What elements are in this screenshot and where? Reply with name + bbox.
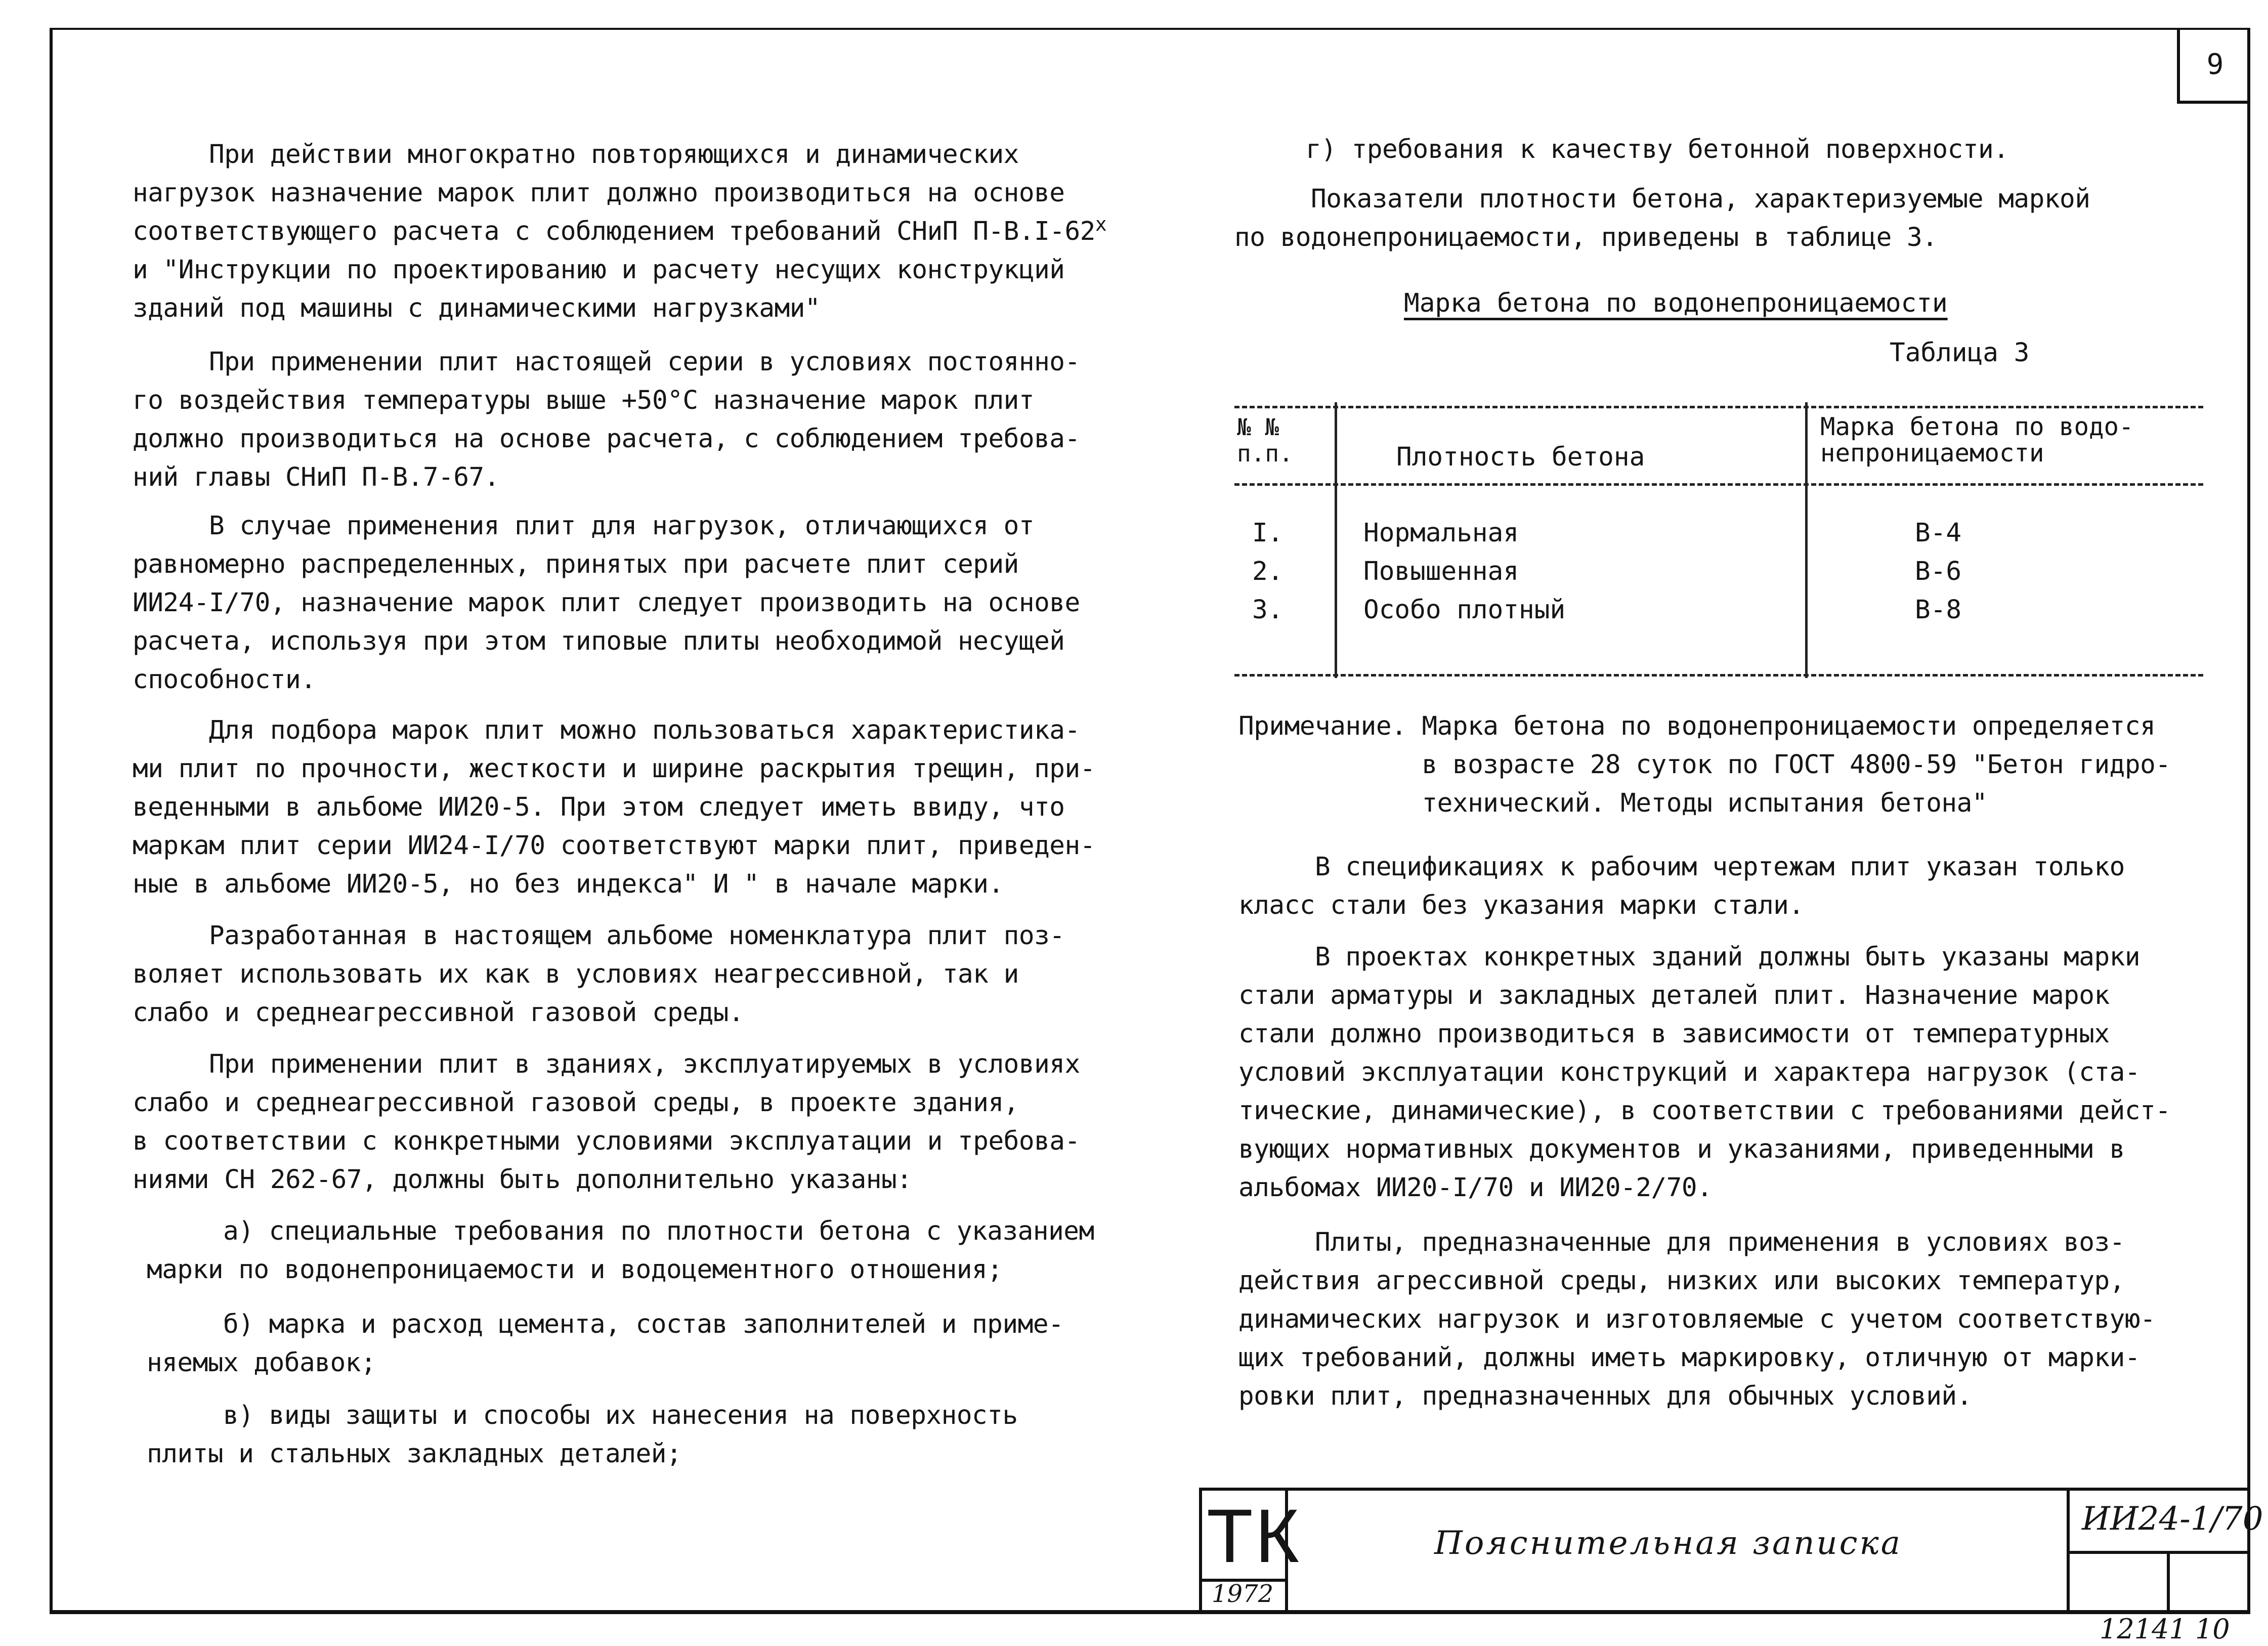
table-top-border [1234,406,2203,408]
right-paragraph-1: В спецификациях к рабочим чертежам плит указан только класс стали без указания марки стали. [1238,852,2125,920]
left-paragraph-1: При действии многократно повторяющихся и динамических нагрузок назначение марок плит должно производиться на основе соответствующего расчета с соблюдением требований СНиП П-В.I-62$^x$ и "Инструкции по проектированию и расчету несущих конструкций зданий под машины с динамическими нагрузками" [133,140,1107,323]
header-num: № № п.п. [1237,413,1293,467]
table-col-divider-1 [1335,402,1337,678]
title-block-series-underline [2067,1551,2250,1554]
title-block-left-border [1199,1488,1202,1614]
series-code: ИИ24-1/70 [2082,1500,2263,1538]
right-paragraph-2: В проектах конкретных зданий должны быть указаны марки стали арматуры и закладных деталей плит. Назначение марок стали должно производиться в зависимости от температурных условий эксплуатации конструкций и характера нагрузок (ста- тические, динамические), в соответствии с требованиями дейст- вующих нормативных документов и указаниями, приведенными в альбомах ИИ20-I/70 и ИИ20-2/70. [1238,942,2171,1203]
title-block-divider-3 [2167,1551,2170,1614]
table-col-divider-2 [1805,402,1808,678]
org-logo: ТК [1207,1493,1302,1578]
header-density: Плотность бетона [1396,442,1645,472]
left-paragraph-5: Разработанная в настоящем альбоме номенклатура плит поз- воляет использовать их как в условиях неагрессивной, так и слабо и среднеагрессивной газовой среды. [133,921,1065,1028]
row-grade: В-6 [1915,557,1962,586]
left-item-v: в) виды защиты и способы их нанесения на поверхность плиты и стальных закладных деталей; [147,1401,1018,1469]
left-item-a: а) специальные требования по плотности бетона с указанием марки по водонепроницаемости и водоцементного отношения; [147,1216,1094,1285]
left-paragraph-2: При применении плит настоящей серии в условиях постоянно- го воздействия температуры выше +50°С назначение марок плит должно производиться на основе расчета, с соблюдением требова- ний главы СНиП П-В.7-67. [133,347,1080,492]
left-paragraph-4: Для подбора марок плит можно пользоваться характеристика- ми плит по прочности, жесткости и ширине раскрытия трещин, при- веденными в альбоме ИИ20-5. При этом следует иметь ввиду, что маркам плит серии ИИ24-I/70 соответствуют марки плит, приведен- ные в альбоме ИИ20-5, но без индекса" И " в начале марки. [133,715,1095,899]
footer-code: 12141 10 [2100,1613,2230,1645]
row-density: Нормальная [1363,518,1519,548]
row-grade: В-4 [1915,518,1962,548]
right-intro: Показатели плотности бетона, характеризуемые маркой по водонепроницаемости, приведены в таблице 3. [1234,184,2090,252]
superscript-x: x [1095,213,1107,235]
row-grade: В-8 [1915,595,1962,625]
left-paragraph-3: В случае применения плит для нагрузок, отличающихся от равномерно распределенных, принятых при расчете плит серий ИИ24-I/70, назначение марок плит следует производить на основе расчета, используя при этом типовые плиты необходимой несущей способности. [133,511,1080,695]
year: 1972 [1212,1580,1274,1608]
table-label: Таблица 3 [1890,338,2030,368]
table-title: Марка бетона по водонепроницаемости [1404,288,1948,318]
row-density: Повышенная [1363,557,1519,586]
right-paragraph-3: Плиты, предназначенные для применения в условиях воз- действия агрессивной среды, низких или высоких температур, динамических нагрузок и изготовляемые с учетом соответствую- щих требований, должны иметь маркировку, отличную от марки- ровки плит, предназначенных для обычных условий. [1238,1228,2156,1411]
table-bottom-border [1234,674,2203,677]
right-item-g: г) требования к качеству бетонной поверхности. [1229,135,2009,164]
document-title: Пояснительная записка [1434,1525,1902,1562]
row-density: Особо плотный [1363,595,1566,625]
row-num: 2. [1252,557,1283,586]
page-number: 9 [2177,28,2250,104]
header-grade: Марка бетона по водо- непроницаемости [1820,412,2134,468]
left-paragraph-6: При применении плит в зданиях, эксплуатируемых в условиях слабо и среднеагрессивной газовой среды, в проекте здания, в соответствии с конкретными условиями эксплуатации и требова- ниями СН 262-67, должны быть дополнительно указаны: [133,1049,1080,1195]
title-block-top-border [1199,1488,2250,1491]
left-item-b: б) марка и расход цемента, состав заполнителей и приме- няемых добавок; [147,1310,1064,1378]
row-num: I. [1252,518,1283,548]
row-num: 3. [1252,595,1283,625]
table-note: Примечание. Марка бетона по водонепроницаемости определяется в возрасте 28 суток по ГОСТ 4800-59 "Бетон гидро- технический. Методы испытания бетона" [1238,711,2171,818]
table-header-border [1234,483,2203,486]
